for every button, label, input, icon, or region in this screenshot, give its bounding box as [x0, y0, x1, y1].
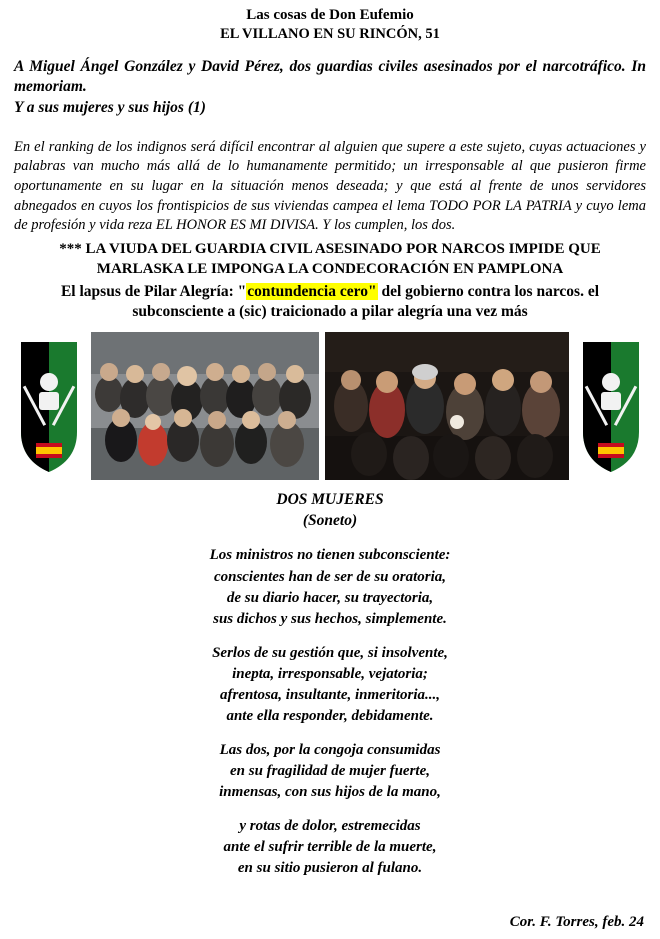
poem-stanza [14, 643, 646, 728]
poem-line: ante el sufrir terrible de la muerte, [223, 838, 437, 855]
figure-row [14, 331, 646, 481]
dedication-block [14, 57, 646, 119]
guardia-civil-mourning-emblem-right [575, 336, 647, 476]
poem-line: afrentosa, insultante, inmeritoria..., [219, 687, 441, 704]
dedication-line-2: Y a sus mujeres y sus hijos (1) [14, 98, 206, 116]
document-header [14, 6, 646, 44]
poem-stanza [14, 740, 646, 804]
poem-stanza [14, 545, 646, 630]
emblem-left-icon [13, 336, 85, 476]
guardia-civil-mourning-emblem-left [13, 336, 85, 476]
subhead-line-1 [14, 282, 646, 302]
poem-title: DOS MUJERES [276, 491, 384, 509]
subhead-highlight: contundencia cero" [247, 283, 377, 301]
funeral-crowd-photo-image [91, 332, 319, 480]
poem-line: de su diario hacer, su trayectoria, [226, 589, 434, 606]
body-paragraph: En el ranking de los indignos será difícil encontrar al alguien que supere a este sujeto, cuyas actuaciones y palabras van mucho más allá de lo humanamente permitido; un irresponsable al que pusieron firme oportunamente en su lugar en la situación menos deseada; y que está al frente de unos servidores abnegados en cuyos los frontispicios de sus viviendas campea el lema TODO POR LA PATRIA y cuyo lema de profesión y vida reza EL HONOR ES MI DIVISA. Y los cumplen, los dos. [14, 138, 646, 234]
poem-line: en su fragilidad de mujer fuerte, [229, 763, 430, 780]
signature: Cor. F. Torres, feb. 24 [509, 914, 644, 930]
poem-line: inepta, irresponsable, vejatoria; [232, 665, 428, 682]
dedication-line-1: A Miguel Ángel González y David Pérez, dos guardias civiles asesinados por el narcotráfico. In memoriam. [14, 57, 646, 96]
poem-line: conscientes han de ser de su oratoria, [213, 568, 447, 585]
header-line-1: Las cosas de Don Eufemio [246, 7, 414, 23]
poem-title-block [14, 490, 646, 531]
poem-line: y rotas de dolor, estremecidas [239, 817, 421, 834]
poem-line: Serlos de su gestión que, si insolvente, [212, 644, 448, 661]
poem-stanza [14, 816, 646, 880]
poem-line: ante ella responder, debidamente. [226, 708, 434, 725]
news-headline [14, 240, 646, 279]
funeral-widows-photo-image [325, 332, 569, 480]
poem-body [14, 545, 646, 879]
emblem-right-icon [575, 336, 647, 476]
funeral-crowd-photo [91, 332, 319, 480]
poem-line: Los ministros no tienen subconsciente: [209, 547, 451, 564]
poem-line: en su sitio pusieron al fulano. [237, 860, 423, 877]
subhead-part-2: del gobierno contra los narcos. el [377, 283, 600, 301]
news-subhead [14, 282, 646, 322]
subhead-part-1: El lapsus de Pilar Alegría: " [60, 283, 247, 301]
header-line-2: EL VILLANO EN SU RINCÓN, 51 [220, 26, 440, 43]
poem-line: Las dos, por la congoja consumidas [219, 741, 441, 758]
headline-line-1: *** LA VIUDA DEL GUARDIA CIVIL ASESINADO POR NARCOS IMPIDE QUE [59, 241, 601, 258]
poem-line: sus dichos y sus hechos, simplemente. [213, 611, 447, 628]
funeral-widows-photo [325, 332, 569, 480]
headline-line-2: MARLASKA LE IMPONGA LA CONDECORACIÓN EN PAMPLONA [96, 260, 564, 277]
poem-line: inmensas, con sus hijos de la mano, [219, 784, 441, 801]
subhead-line-2: subconsciente a (sic) traicionado a pilar alegría una vez más [132, 303, 528, 321]
poem-subtitle: (Soneto) [302, 511, 358, 529]
